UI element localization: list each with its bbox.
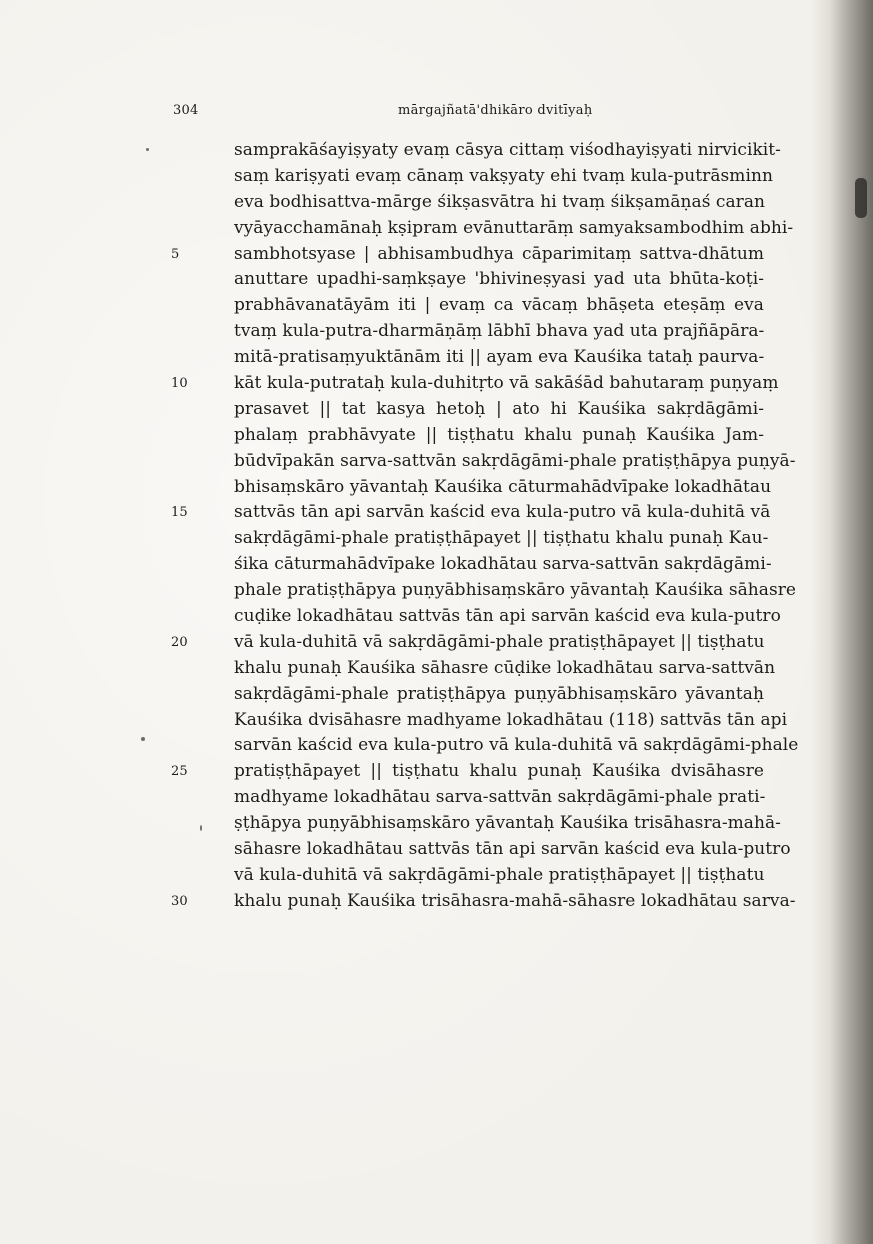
line-text: vyāyacchamānaḥ kṣipram evānuttarāṃ samyaksambodhim abhi- (234, 217, 794, 238)
line-text: ṣṭhāpya puṇyābhisaṃskāro yāvantaḥ Kauśika trisāhasra-mahā- (234, 813, 781, 834)
line-text: eva bodhisattva-mārge śikṣasvātra hi tvaṃ śikṣamāṇaś caran (234, 191, 766, 212)
text-line (234, 785, 764, 811)
line-text: phalaṃ prabhāvyate || tiṣṭhatu khalu punaḥ Kauśika Jam- (234, 424, 764, 445)
print-speck (200, 825, 202, 831)
line-text: sattvās tān api sarvān kaścid eva kula-putro vā kula-duhitā vā (234, 502, 771, 523)
text-line (234, 267, 764, 293)
line-text: phale pratiṣṭhāpya puṇyābhisaṃskāro yāvantaḥ Kauśika sāhasre (234, 580, 797, 601)
line-number: 15 (171, 505, 188, 521)
line-text: prasavet || tat kasya hetoḥ | ato hi Kauśika sakṛdāgāmi- (234, 398, 764, 419)
text-line (234, 293, 764, 319)
text-line (234, 190, 764, 216)
text-line (234, 475, 772, 501)
text-line (234, 526, 769, 552)
text-line (234, 449, 796, 475)
line-text: anuttare upadhi-saṃkṣaye 'bhivineṣyasi yad uta bhūta-koṭi- (234, 269, 764, 290)
text-line (234, 164, 773, 190)
text-line (234, 837, 791, 863)
line-text: sambhotsyase | abhisambudhya cāparimitaṃ sattva-dhātum (234, 243, 764, 264)
line-text: tvaṃ kula-putra-dharmāṇāṃ lābhī bhava yad uta prajñāpāra- (234, 321, 765, 342)
text-line (234, 682, 764, 708)
line-number: 20 (171, 634, 188, 650)
line-text: samprakāśayiṣyaty evaṃ cāsya cittaṃ viśodhayiṣyati nirvicikit- (234, 140, 781, 160)
line-text: khalu punaḥ Kauśika trisāhasra-mahā-sāhasre lokadhātau sarva- (234, 890, 796, 911)
text-line (234, 423, 764, 449)
text-line (171, 889, 796, 915)
line-text: saṃ kariṣyati evaṃ cānaṃ vakṣyaty ehi tvaṃ kula-putrāsminn (234, 165, 773, 186)
text-line (234, 604, 781, 630)
text-line (234, 656, 776, 682)
text-line (234, 216, 794, 242)
text-line (234, 811, 781, 837)
text-line (171, 500, 771, 526)
text-line (234, 733, 799, 759)
line-text: būdvīpakān sarva-sattvān sakṛdāgāmi-phale pratiṣṭhāpya puṇyā- (234, 450, 796, 471)
line-number: 5 (171, 246, 180, 262)
line-text: Kauśika dvisāhasre madhyame lokadhātau (118) sattvās tān api (234, 709, 788, 730)
print-speck (146, 148, 149, 151)
line-text: khalu punaḥ Kauśika sāhasre cūḍike lokadhātau sarva-sattvān (234, 657, 776, 678)
line-text: mitā-pratisaṃyuktānām iti || ayam eva Kauśika tataḥ paurva- (234, 347, 765, 368)
line-text: bhisaṃskāro yāvantaḥ Kauśika cāturmahādvīpake lokadhātau (234, 476, 772, 497)
text-line (171, 759, 764, 785)
line-text: vā kula-duhitā vā sakṛdāgāmi-phale pratiṣṭhāpayet || tiṣṭhatu (234, 631, 765, 652)
main-text (171, 138, 799, 915)
line-text: vā kula-duhitā vā sakṛdāgāmi-phale pratiṣṭhāpayet || tiṣṭhatu (234, 864, 765, 885)
page-header (0, 103, 820, 123)
text-line (234, 578, 797, 604)
text-line (234, 552, 772, 578)
line-text: pratiṣṭhāpayet || tiṣṭhatu khalu punaḥ Kauśika dvisāhasre (234, 761, 764, 782)
line-text: sāhasre lokadhātau sattvās tān api sarvān kaścid eva kula-putro (234, 839, 791, 860)
line-text: kāt kula-putrataḥ kula-duhitṛto vā sakāśād bahutaraṃ puṇyaṃ (234, 373, 779, 394)
line-text: sakṛdāgāmi-phale pratiṣṭhāpayet || tiṣṭhatu khalu punaḥ Kau- (234, 528, 769, 549)
line-number: 30 (171, 893, 188, 909)
running-head: mārgajñatā'dhikāro dvitīyaḥ (398, 103, 593, 118)
binding-mark (855, 178, 867, 218)
text-line (234, 345, 764, 371)
text-line (171, 242, 764, 268)
line-text: madhyame lokadhātau sarva-sattvān sakṛdāgāmi-phale prati- (234, 787, 766, 808)
page-number: 304 (173, 103, 199, 118)
line-text: sarvān kaścid eva kula-putro vā kula-duhitā vā sakṛdāgāmi-phale (234, 735, 799, 756)
text-line (234, 319, 764, 345)
line-text: sakṛdāgāmi-phale pratiṣṭhāpya puṇyābhisaṃskāro yāvantaḥ (234, 683, 764, 704)
text-line (234, 708, 788, 734)
text-line (234, 863, 764, 889)
text-line (171, 630, 765, 656)
line-number: 25 (171, 764, 188, 780)
line-number: 10 (171, 376, 188, 392)
line-text: cuḍike lokadhātau sattvās tān api sarvān kaścid eva kula-putro (234, 606, 781, 627)
line-text: prabhāvanatāyām iti | evaṃ ca vācaṃ bhāṣeta eteṣāṃ eva (234, 295, 764, 316)
line-text: śika cāturmahādvīpake lokadhātau sarva-sattvān sakṛdāgāmi- (234, 554, 772, 575)
text-line (234, 138, 781, 164)
text-line (234, 397, 764, 423)
print-speck (141, 737, 145, 741)
text-line (171, 371, 779, 397)
